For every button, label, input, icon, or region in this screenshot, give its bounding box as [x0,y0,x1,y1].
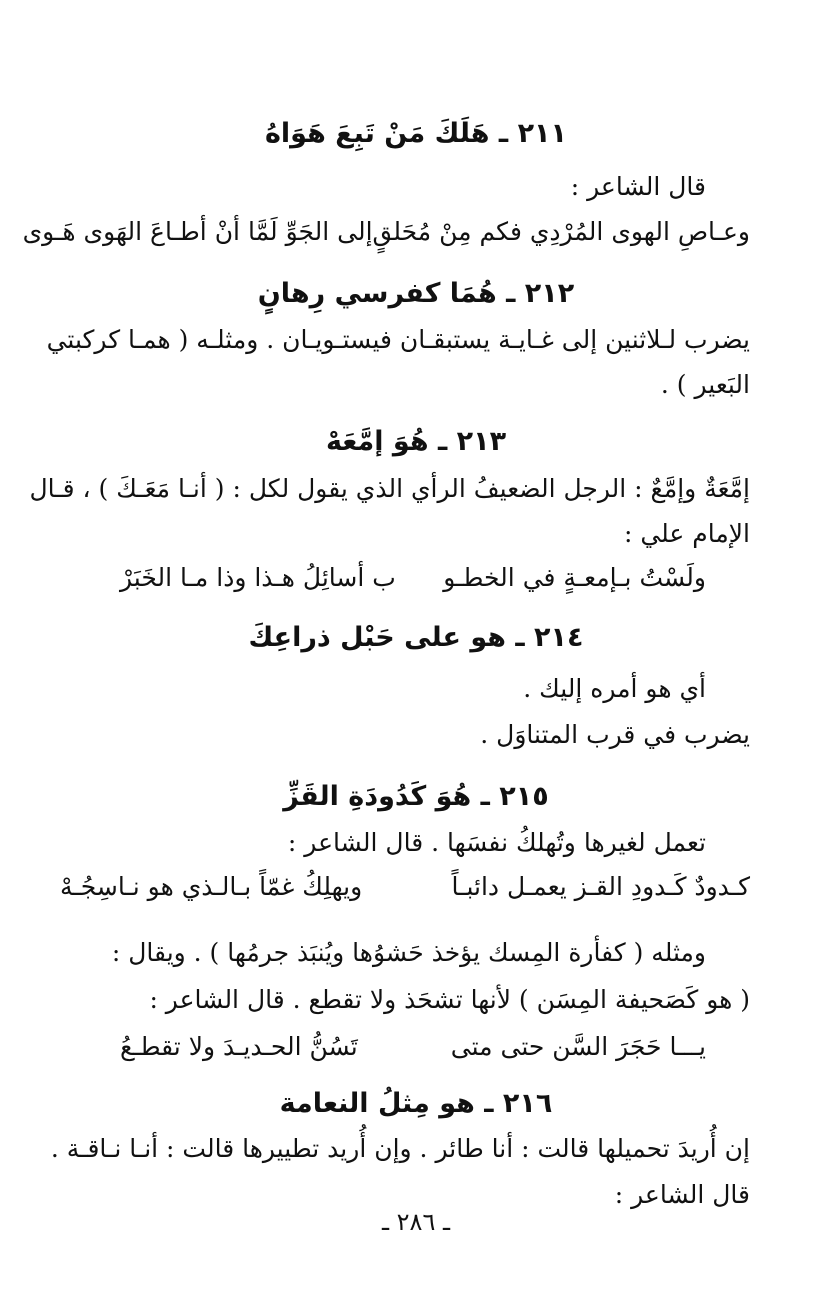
section-heading-215: ٢١٥ ـ هُوَ كَدُودَةِ القَزِّ [283,781,549,812]
verse-second-hemistich: ب أسائِلُ هـذا وذا مـا الخَبَرْ [120,563,396,592]
verse-first-hemistich: يـــا حَجَرَ السَّن حتى متى [450,1032,706,1061]
verse-first-hemistich: وعـاصِ الهوى المُرْدِي فكم مِنْ مُحَلقٍ [372,217,750,246]
text-line: يضرب لـلاثنين إلى غـايـة يستبقـان فيستـويـان . ومثلـه ( همـا كركبتي [46,325,750,354]
section-heading-214: ٢١٤ ـ هو على حَبْل ذراعِكَ [248,622,584,653]
text-line: إمَّعَةٌ وإمَّعٌ : الرجل الضعيفُ الرأي الذي يقول لكل : ( أنـا مَعَـكَ ) ، قـال [29,474,750,503]
verse-second-hemistich: تَسُنُّ الحـديـدَ ولا تقطـعُ [120,1032,358,1061]
section-heading-211: ٢١١ ـ هَلَكَ مَنْ تَبِعَ هَوَاهُ [264,118,568,149]
poetry-verse [120,1032,706,1061]
section-heading-212: ٢١٢ ـ هُمَا كفرسي رِهانٍ [257,278,575,309]
text-line: الإمام علي : [623,519,750,548]
text-line: يضرب في قرب المتناوَل . [480,720,750,749]
page-number: ـ ٢٨٦ ـ [381,1208,450,1236]
section-heading-216: ٢١٦ ـ هو مِثلُ النعامة [279,1088,553,1119]
section-heading-213: ٢١٣ ـ هُوَ إمَّعَهْ [325,426,507,457]
verse-second-hemistich: إلى الجَوِّ لَمَّا أنْ أطـاعَ الهَوى هَـوى [22,217,373,246]
text-line: إن أُريدَ تحميلها قالت : أنا طائر . وإن أُريد تطييرها قالت : أنـا نـاقـة . [50,1134,750,1163]
poetry-verse [60,872,750,901]
text-line: أي هو أمره إليك . [523,674,706,703]
verse-first-hemistich: كـدودٌ كَـدودِ القـز يعمـل دائبـاً [451,872,750,901]
verse-first-hemistich: ولَسْتُ بـإمعـةٍ في الخطـو [443,563,706,592]
text-line: ( هو كَصَحيفة المِسَن ) لأنها تشحَذ ولا تقطع . قال الشاعر : [149,985,750,1014]
poetry-verse [120,563,706,592]
poetry-verse [22,217,750,246]
text-line: البَعير ) . [660,370,750,399]
text-line: تعمل لغيرها وتُهلكُ نفسَها . قال الشاعر : [287,828,706,857]
text-line: ومثله ( كفأرة المِسك يؤخذ حَشوُها ويُنبَذ جرمُها ) . ويقال : [111,938,706,967]
verse-second-hemistich: ويهلِكُ غمّاً بـالـذي هو نـاسِجُـهْ [60,872,363,901]
text-line: قال الشاعر : [570,172,706,201]
text-line: قال الشاعر : [614,1180,750,1209]
